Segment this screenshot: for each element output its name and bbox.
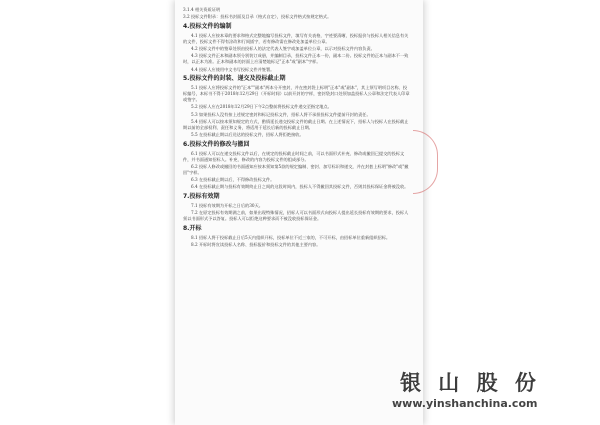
section-heading: 7.投标有效期 (183, 193, 220, 201)
top-line: 3.1.4 相关资质证明 (183, 7, 221, 12)
section-paragraph: 5.1 投标人应将投标文件的"正本""副本"两本分开密封，并在密封袋上标明"正本"或"副本"，其上须写明项目名称、投标编号，本标书不得于2018年12月29日（开标时间）以前开封的字样，密封袋封口处须加盖投标人公章和法定代表人印章或签字。 (183, 85, 410, 103)
document-body (183, 7, 411, 250)
section-paragraph: 5.5 在投标截止期以后送达的投标文件，招标人将拒绝接收。 (191, 131, 304, 137)
section-paragraph: 7.2 在原定投标有效期满之前，如果出现特殊情况，招标人可以书面形式向投标人提出延长投标有效期的要求，投标人须以书面形式予以答复。投标人可以拒绝这种要求而不被没收投标保证金。 (183, 210, 409, 222)
section-heading: 4.投标文件的编制 (183, 23, 232, 31)
seal-stamp (413, 130, 438, 194)
section-paragraph: 8.1 招标人将于投标截止日后5天内组织开标，投标单位不近三家的，不可开标，由招标单位重新组织招标。 (191, 235, 391, 241)
section-paragraph: 4.2 投标文件中的签章处须由投标人的法定代表人签字或加盖单位公章，以示对投标文件内容负责。 (191, 46, 375, 52)
section-paragraph: 6.1 投标人可以在递交投标文件以后，在规定的投标截止时间之前，可以书面形式补充、修改或撤回已提交的投标文件，并书面通知招标人。补充、修改的内容为投标文件的组成部分。 (183, 150, 405, 162)
section-paragraph: 5.2 投标人应在2018年12月29日下午2点整前将投标文件递交至指定地点。 (191, 104, 332, 110)
watermark-url: www.yinshanchina.com (392, 397, 538, 410)
section-paragraph: 8.2 开标时将宣读投标人名称、投标报价和投标文件的其他主要内容。 (191, 242, 321, 248)
top-line: 3.2 投标文件附录：投标书封面及目录（格式自定），投标文件格式按规定格式。 (183, 14, 332, 20)
section-heading: 6.投标文件的修改与撤回 (183, 140, 250, 148)
document-page (175, 0, 423, 425)
section-paragraph: 5.3 如果投标人没有按上述规定密封和标记投标文件，招标人将不承担投标文件提前开封的责任。 (191, 111, 371, 117)
section-paragraph: 6.4 在投标截止期与投标有效期终止日之间的这段时间内，投标人不得撤回其投标文件，否则其投标保证金将被没收。 (191, 184, 409, 190)
section-paragraph: 7.1 投标有效期为开标之日后的30天。 (191, 203, 263, 209)
section-paragraph: 4.1 投标人应按本章的要求和格式完整地编写投标文件，填写有关表格，字迹要清晰，投标报价与投标人相关信息有关的文件，投标文件不得有涂改和行间插字，若有修改需在修改处加盖单位公章。 (183, 33, 409, 45)
section-paragraph: 4.4 投标人应使用中文书写投标文件并签署。 (191, 66, 275, 72)
section-heading: 8.开标 (183, 225, 202, 233)
section-paragraph: 5.4 招标人可以按本须知规定的方式，酌情延长递交投标文件的截止日期。在上述情况下，招标人与投标人在投标截止期以前的全部权利、责任和义务，将适用于延长后新的投标截止日期。 (183, 118, 409, 130)
section-paragraph: 6.2 投标人修改或撤回的书面通知应按本须知第5款的规定编制、密封、加写标识和递交，并在封套上标明"修改"或"撤回"字样。 (183, 163, 409, 175)
section-paragraph: 6.3 在投标截止期以后，不得修改投标文件。 (191, 177, 275, 183)
watermark-company-name: 银 山 股 份 (400, 371, 541, 395)
section-heading: 5.投标文件的封装、递交及投标截止期 (183, 75, 286, 83)
section-paragraph: 4.3 投标文件正本和副本须分别装订成册，并编制目录，投标文件正本一份，副本二份。投标文件的正本与副本不一致时，以正本为准。正本和副本的封面上应清楚地标记"正本"或"副本"字样。 (183, 53, 409, 65)
